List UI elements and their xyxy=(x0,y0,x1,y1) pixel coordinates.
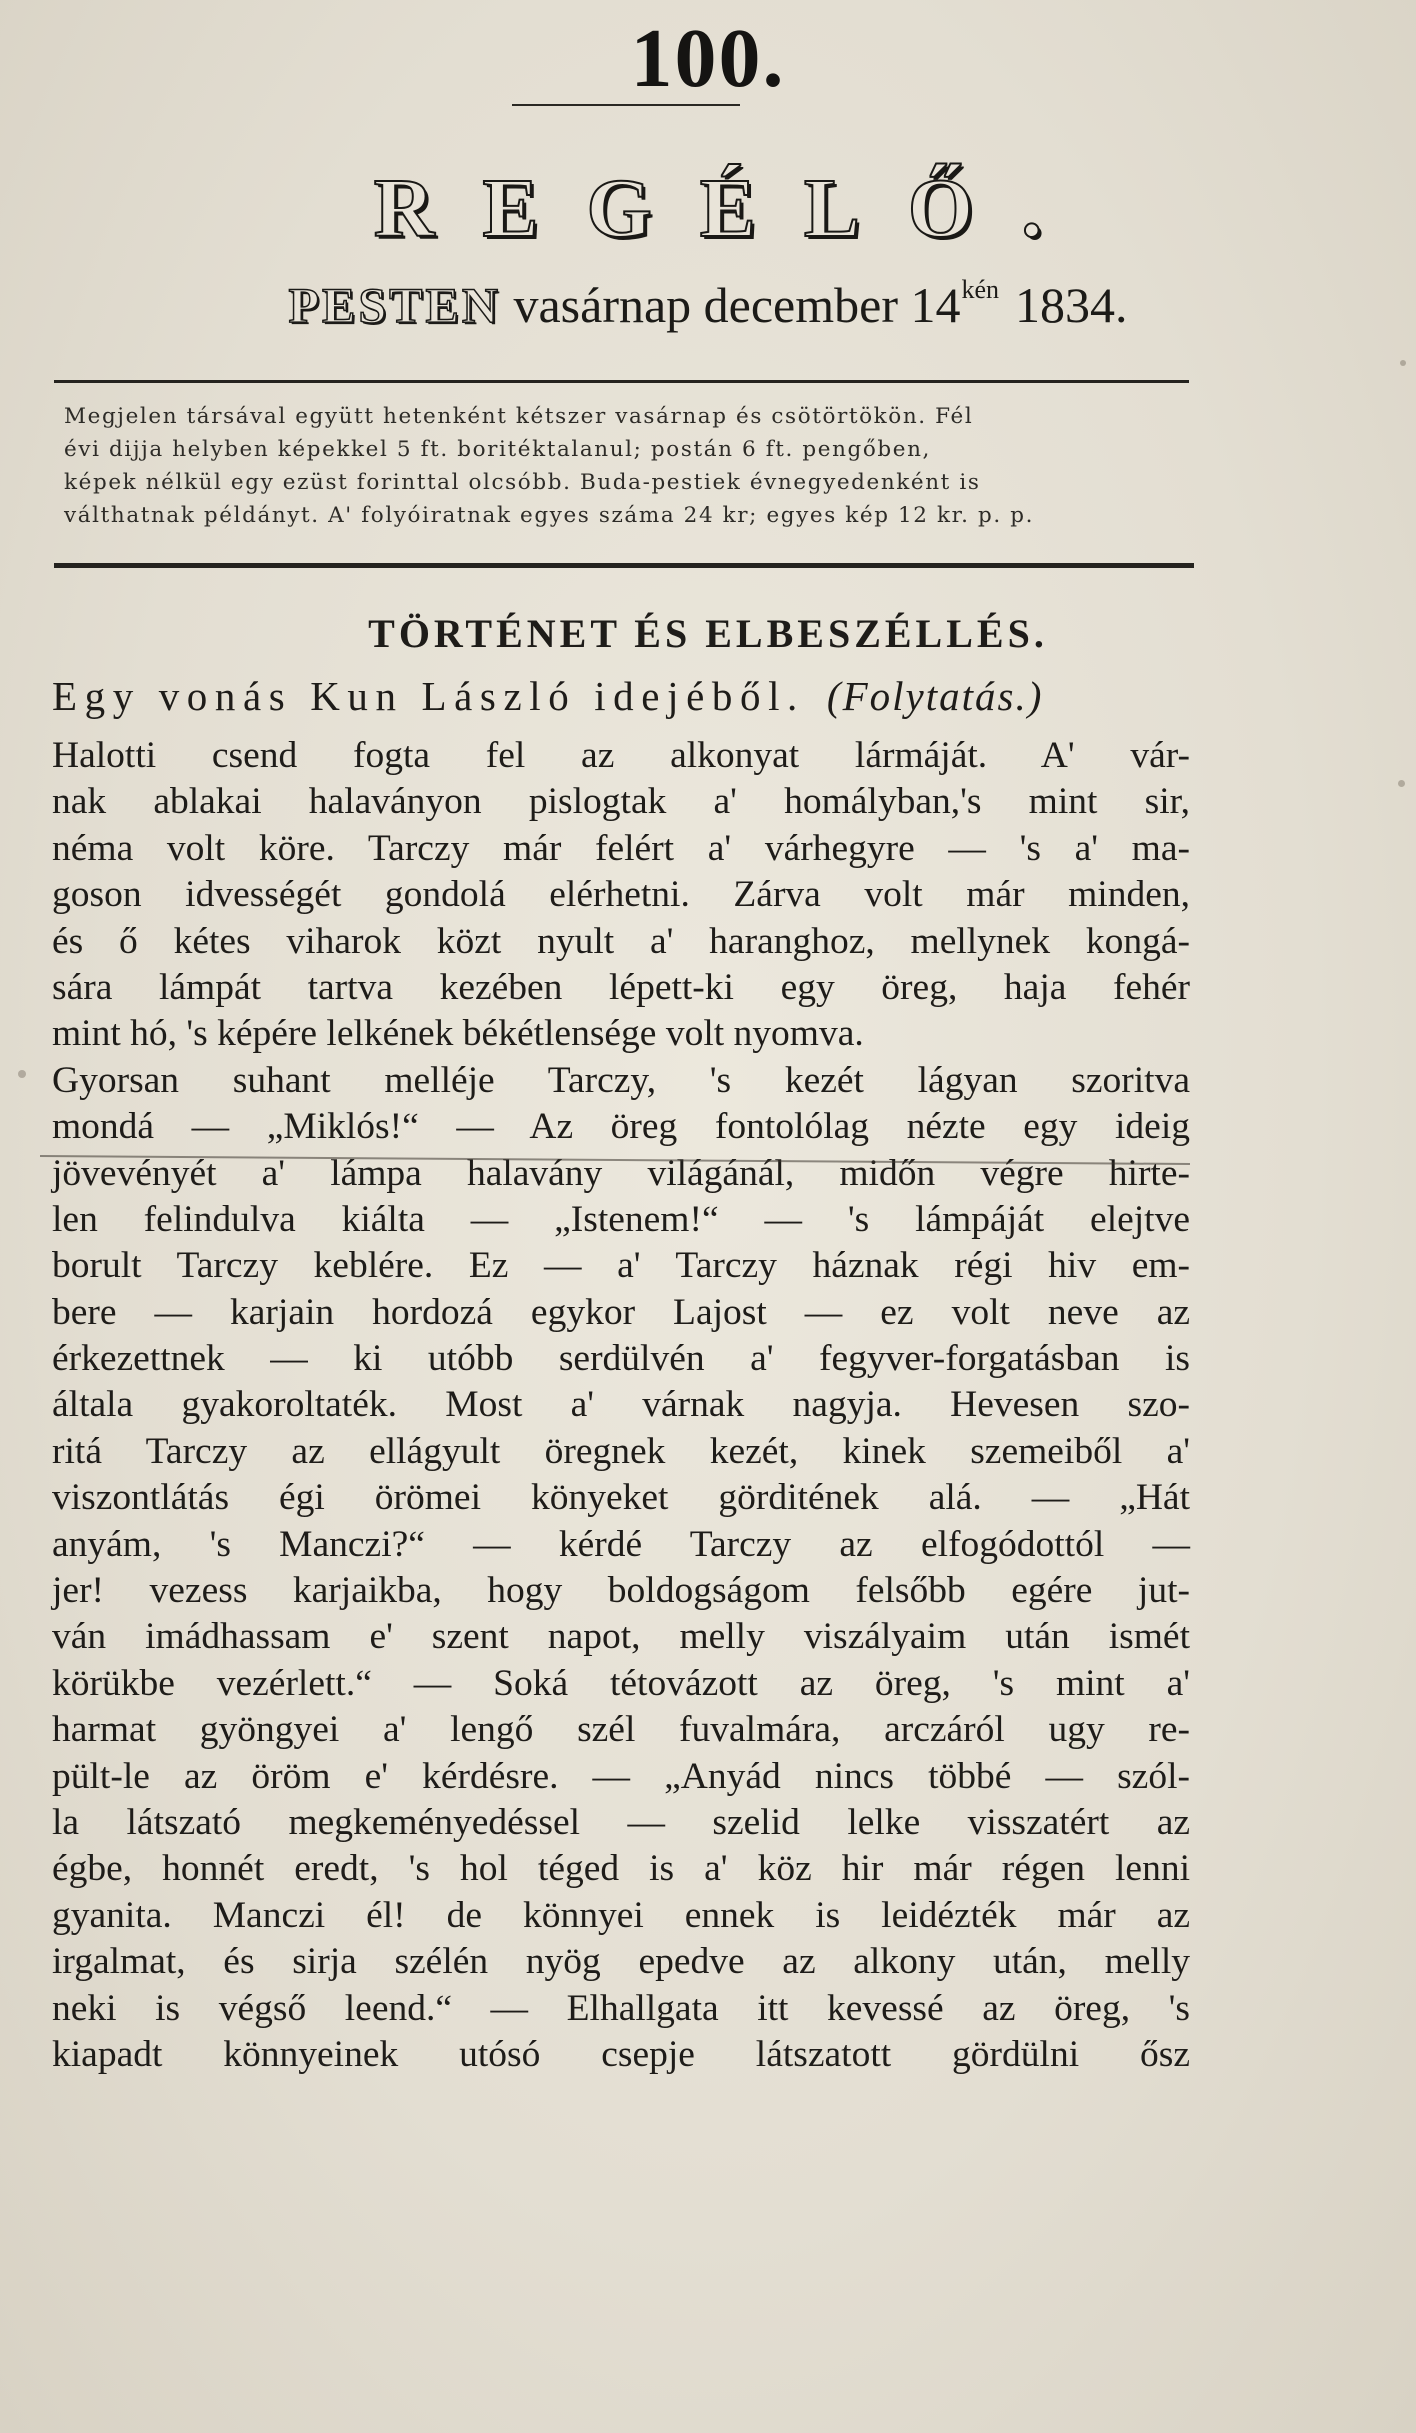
article-line: Halotti csend fogta fel az alkonyat lármáját. A' vár- xyxy=(52,735,1190,776)
notice-line: évi dijja helyben képekkel 5 ft. boritéktalanul; postán 6 ft. pengőben, xyxy=(64,437,931,462)
article-line: Gyorsan suhant melléje Tarczy, 's kezét lágyan szoritva xyxy=(52,1059,1190,1101)
article-line: körükbe vezérlett.“ — Soká tétovázott az öreg, 's mint a' xyxy=(52,1662,1190,1704)
dateline-year: 1834. xyxy=(1015,277,1128,333)
article-line: kiapadt könnyeinek utósó csepje látszatott gördülni ősz xyxy=(52,2033,1190,2075)
article-line: neki is végső leend.“ — Elhallgata itt kevessé az öreg, 's xyxy=(52,1987,1190,2029)
paper-speck xyxy=(1398,780,1405,787)
issue-number-rule xyxy=(512,104,740,106)
article-line: len felindulva kiálta — „Istenem!“ — 's lámpáját elejtve xyxy=(52,1198,1190,1240)
dateline-date: vasárnap december 14 xyxy=(513,277,961,333)
article-line: égbe, honnét eredt, 's hol téged is a' köz hir már régen lenni xyxy=(52,1848,1190,1890)
article-line: anyám, 's Manczi?“ — kérdé Tarczy az elfogódottól — xyxy=(52,1523,1190,1565)
article-subtitle xyxy=(52,672,1212,720)
article-line: goson idvességét gondolá elérhetni. Zárva volt már minden, xyxy=(52,874,1190,916)
article-line: és ő kétes viharok közt nyult a' haranghoz, mellynek kongá- xyxy=(52,920,1190,962)
section-title: TÖRTÉNET ÉS ELBESZÉLLÉS. xyxy=(368,611,1048,656)
dateline xyxy=(0,275,1416,334)
article-line: mondá — „Miklós!“ — Az öreg fontolólag nézte egy ideig xyxy=(52,1106,1190,1148)
continuation-note: (Folytatás.) xyxy=(826,673,1044,719)
article-line: sára lámpát tartva kezében lépett-ki egy öreg, haja fehér xyxy=(52,966,1190,1008)
header-rule-bottom xyxy=(54,563,1194,568)
notice-line: Megjelen társával együtt hetenként kétszer vasárnap és csötörtökön. Fél xyxy=(64,404,974,429)
paper-speck xyxy=(18,1070,26,1078)
article-line: irgalmat, és sirja szélén nyög epedve az alkony után, melly xyxy=(52,1941,1190,1983)
header-rule-top xyxy=(54,380,1189,383)
dateline-date-suffix: kén xyxy=(961,275,1000,304)
article-line: mint hó, 's képére lelkének békétlensége volt nyomva. xyxy=(52,1013,864,1055)
issue-number: 100. xyxy=(630,12,786,105)
article-line: általa gyakoroltaték. Most a' várnak nagyja. Hevesen szo- xyxy=(52,1384,1190,1426)
paper-speck xyxy=(1400,360,1406,366)
article-line: nak ablakai halaványon pislogtak a' homályban,'s mint sir, xyxy=(52,781,1190,823)
article-line: érkezettnek — ki utóbb serdülvén a' fegyver-forgatásban is xyxy=(52,1338,1190,1380)
article-line: borult Tarczy keblére. Ez — a' Tarczy háznak régi hiv em- xyxy=(52,1245,1190,1287)
dateline-city: PESTEN xyxy=(288,277,501,333)
article-line: jer! vezess karjaikba, hogy boldogságom felsőbb egére jut- xyxy=(52,1570,1190,1612)
subscription-notice xyxy=(64,400,1184,532)
notice-line: képek nélkül egy ezüst forinttal olcsóbb. Buda-pestiek évnegyedenként is xyxy=(64,470,981,495)
article-subtitle-text: Egy vonás Kun László idejéből. xyxy=(52,673,805,719)
article-line: viszontlátás égi örömei könyeket görditének alá. — „Hát xyxy=(52,1477,1190,1519)
article-line: gyanita. Manczi él! de könnyei ennek is leidézték már az xyxy=(52,1894,1190,1936)
article-line: néma volt köre. Tarczy már felért a' várhegyre — 's a' ma- xyxy=(52,827,1190,869)
article-line: la látszató megkeményedéssel — szelid lelke visszatért az xyxy=(52,1801,1190,1843)
article-line: harmat gyöngyei a' lengő szél fuvalmára, arczáról ugy re- xyxy=(52,1709,1190,1751)
article-line: jövevényét a' lámpa halavány világánál, midőn végre hirte- xyxy=(52,1152,1190,1194)
article-line: pült-le az öröm e' kérdésre. — „Anyád nincs többé — szól- xyxy=(52,1755,1190,1797)
article-line: bere — karjain hordozá egykor Lajost — ez volt neve az xyxy=(52,1291,1190,1333)
article-line: ritá Tarczy az ellágyult öregnek kezét, kinek szemeiből a' xyxy=(52,1430,1190,1472)
article-body xyxy=(52,733,1190,2078)
notice-line: válthatnak példányt. A' folyóiratnak egyes száma 24 kr; egyes kép 12 kr. p. p. xyxy=(64,503,1035,528)
article-line: ván imádhassam e' szent napot, melly viszályaim után ismét xyxy=(52,1616,1190,1658)
masthead-title: REGÉLŐ. xyxy=(373,162,1091,255)
